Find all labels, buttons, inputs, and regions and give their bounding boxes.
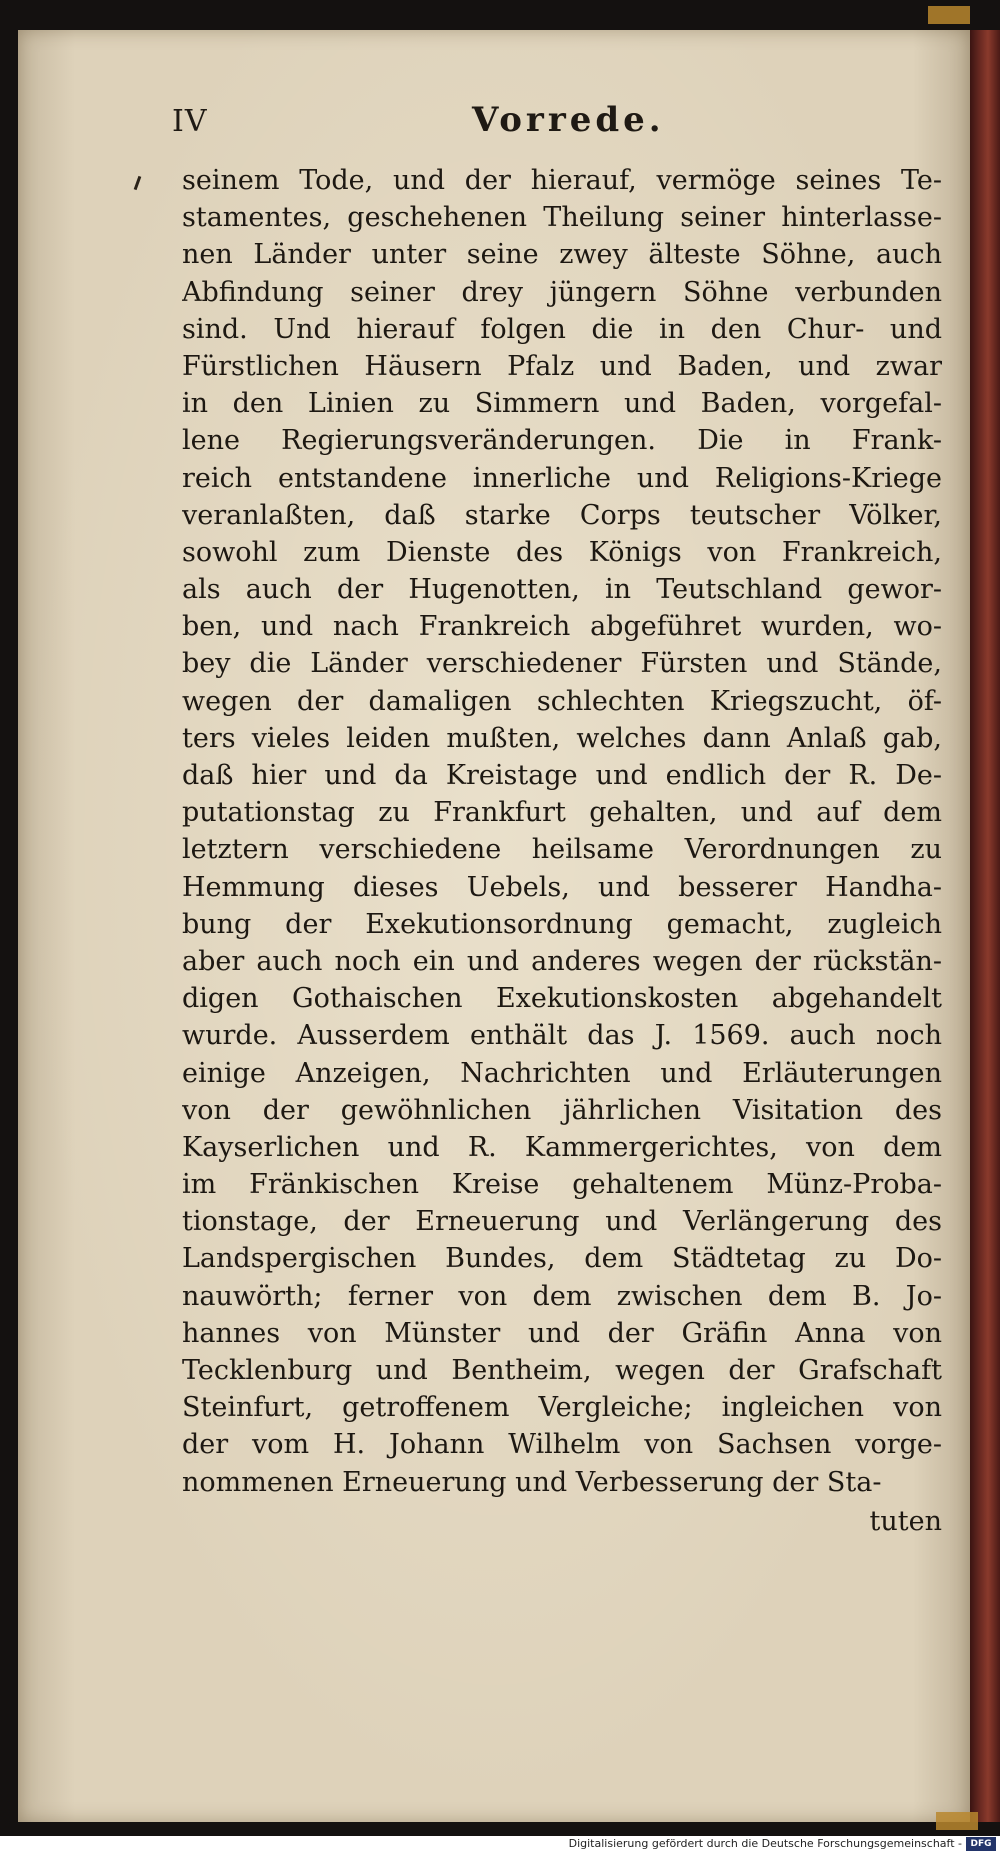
text-line: hannes von Münster und der Gräfin Anna von <box>182 1317 942 1349</box>
text-line: bey die Länder verschiedener Fürsten und Stände, <box>182 648 942 680</box>
dfg-logo-icon: DFG <box>966 1837 996 1851</box>
text-line: bung der Exekutionsordnung gemacht, zugleich <box>182 908 942 940</box>
text-line: sind. Und hierauf folgen die in den Chur- und <box>182 313 942 345</box>
text-line: lene Regierungsveränderungen. Die in Frank- <box>182 425 942 457</box>
text-line: wegen der damaligen schlechten Kriegszucht, öf- <box>182 685 942 717</box>
text-line: Abfindung seiner drey jüngern Söhne verbunden <box>182 276 942 308</box>
page-header <box>172 98 942 148</box>
text-line: nauwörth; ferner von dem zwischen dem B. Jo- <box>182 1280 942 1312</box>
page-number: IV <box>172 104 208 139</box>
text-line: der vom H. Johann Wilhelm von Sachsen vorge- <box>182 1429 942 1461</box>
book-edge <box>970 30 1000 1822</box>
catchword: tuten <box>869 1506 942 1537</box>
text-line: wurde. Ausserdem enthält das J. 1569. auch noch <box>182 1020 942 1052</box>
text-line: einige Anzeigen, Nachrichten und Erläuterungen <box>182 1057 942 1089</box>
text-line: tionstage, der Erneuerung und Verlängerung des <box>182 1206 942 1238</box>
text-line: Tecklenburg und Bentheim, wegen der Grafschaft <box>182 1355 942 1386</box>
text-line: seinem Tode, und der hierauf, vermöge seines Te- <box>182 165 942 196</box>
text-line: reich entstandene innerliche und Religions-Kriege <box>182 462 942 494</box>
running-head: Vorrede. <box>472 100 665 140</box>
text-line: putationstag zu Frankfurt gehalten, und auf dem <box>182 797 942 829</box>
text-line: ters vieles leiden mußten, welches dann Anlaß gab, <box>182 722 942 754</box>
text-line: im Fränkischen Kreise gehaltenem Münz-Proba- <box>182 1169 942 1201</box>
text-line: daß hier und da Kreistage und endlich der R. De- <box>182 760 942 791</box>
text-line: veranlaßten, daß starke Corps teutscher Völker, <box>182 499 942 531</box>
text-line: sowohl zum Dienste des Königs von Frankreich, <box>182 536 942 568</box>
text-line: letztern verschiedene heilsame Verordnungen zu <box>182 834 942 866</box>
text-line: digen Gothaischen Exekutionskosten abgehandelt <box>182 983 942 1015</box>
body-text <box>182 162 942 1501</box>
text-line: Steinfurt, getroffenem Vergleiche; ingleichen von <box>182 1392 942 1424</box>
text-line: ben, und nach Frankreich abgeführet wurden, wo- <box>182 611 942 643</box>
text-line: Landspergischen Bundes, dem Städtetag zu Do- <box>182 1243 942 1275</box>
text-line: aber auch noch ein und anderes wegen der rückstän- <box>182 945 942 977</box>
text-line: in den Linien zu Simmern und Baden, vorgefal- <box>182 388 942 420</box>
text-line: als auch der Hugenotten, in Teutschland gewor- <box>182 574 942 606</box>
text-line: stamentes, geschehenen Theilung seiner hinterlasse- <box>182 202 942 234</box>
color-calibration-mark <box>936 1812 978 1830</box>
text-line: von der gewöhnlichen jährlichen Visitation des <box>182 1094 942 1126</box>
text-line: Kayserlichen und R. Kammergerichtes, von dem <box>182 1131 942 1163</box>
text-line: Fürstlichen Häusern Pfalz und Baden, und zwar <box>182 350 942 382</box>
text-line: nen Länder unter seine zwey älteste Söhne, auch <box>182 239 942 271</box>
text-line: Hemmung dieses Uebels, und besserer Handha- <box>182 871 942 903</box>
digitization-credit: Digitalisierung gefördert durch die Deutsche Forschungsgemeinschaft - <box>568 1837 962 1850</box>
text-line: nommenen Erneuerung und Verbesserung der Sta- <box>182 1466 882 1498</box>
color-calibration-mark <box>928 6 970 24</box>
